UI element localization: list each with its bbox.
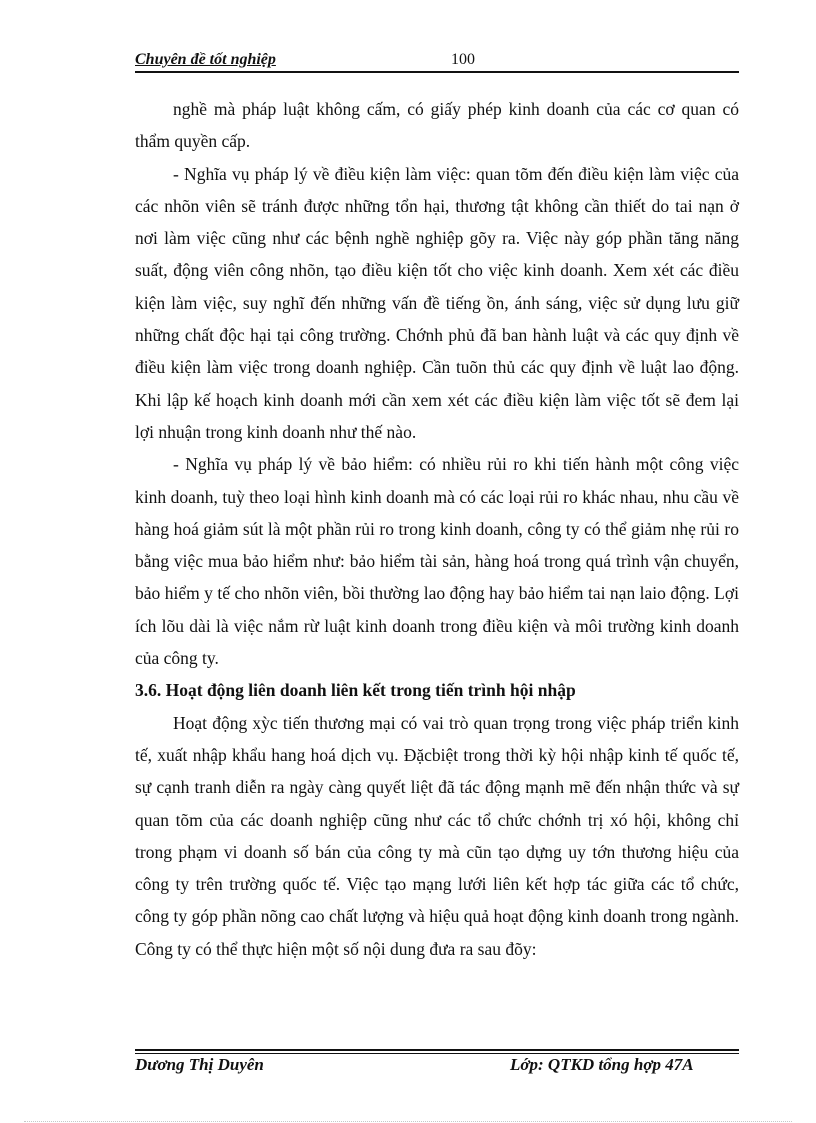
paragraph-joint-venture: Hoạt động xỳc tiến thương mại có vai trò quan trọng trong việc pháp triển kinh tế, xuất nhập khẩu hang hoá dịch vụ. Đặcbiệt trong thời kỳ hội nhập kinh tế quốc tế, sự cạnh tranh diễn ra ngày càng quyết liệt đã tác động mạnh mẽ đến nhận thức và sự quan tõm của các doanh nghiệp cũng như các tổ chức chớnh trị xó hội, không chỉ trong phạm vi doanh số bán của công ty mà cũn tạo dựng uy tớn thương hiệu của công ty trên trường quốc tế. Việc tạo mạng lưới liên kết hợp tác giữa các tổ chức, công ty góp phần nõng cao chất lượng và hiệu quả hoạt động kinh doanh trong ngành. Công ty có thể thực hiện một số nội dung đưa ra sau đõy:: [135, 712, 739, 959]
header-title: Chuyên đề tốt nghiệp: [135, 51, 276, 68]
paragraph-insurance: - Nghĩa vụ pháp lý về bảo hiểm: có nhiều rủi ro khi tiến hành một công việc kinh doanh, tuỳ theo loại hình kinh doanh mà có các loại rủi ro khác nhau, nhu cầu về hàng hoá giảm sút là một phần rủi ro trong kinh doanh, công ty có thể giảm nhẹ rủi ro bằng việc mua bảo hiểm như: bảo hiểm tài sản, hàng hoá trong quá trình vận chuyển, bảo hiểm y tế cho nhõn viên, bồi thường lao động hay bảo hiểm tai nạn laio động. Lợi ích lõu dài là việc nắm rừ luật kinh doanh trong điều kiện và môi trường kinh doanh của công ty.: [135, 454, 739, 669]
footer-rule-thin: [135, 1053, 739, 1054]
page-header: [135, 48, 739, 72]
paragraph-continuation: nghề mà pháp luật không cấm, có giấy phép kinh doanh của các cơ quan có thẩm quyền cấp.: [135, 99, 739, 152]
footer-rule-thick: [135, 1049, 739, 1051]
header-rule: [135, 71, 739, 73]
section-heading: 3.6. Hoạt động liên doanh liên kết trong tiến trình hội nhập: [135, 680, 576, 701]
body-text: [135, 93, 739, 965]
page-bottom-border: [24, 1121, 792, 1122]
footer-class: Lớp: QTKD tổng hợp 47A: [510, 1055, 694, 1074]
footer-author: Dương Thị Duyên: [135, 1055, 264, 1074]
page-number: 100: [451, 51, 475, 68]
paragraph-working-conditions: - Nghĩa vụ pháp lý về điều kiện làm việc: quan tõm đến điều kiện làm việc của các nhõn viên sẽ tránh được những tổn hại, thương tật không cần thiết do tai nạn ở nơi làm việc cũng như các bệnh nghề nghiệp gõy ra. Việc này góp phần tăng năng suất, động viên công nhõn, tạo điều kiện tốt cho việc kinh doanh. Xem xét các điều kiện làm việc, suy nghĩ đến những vấn đề tiếng ồn, ánh sáng, việc sử dụng lưu giữ những chất độc hại tại công trường. Chớnh phủ đã ban hành luật và các quy định về điều kiện làm việc trong doanh nghiệp. Cần tuõn thủ các quy định về luật lao động. Khi lập kế hoạch kinh doanh mới cần xem xét các điều kiện làm việc tốt sẽ đem lại lợi nhuận trong kinh doanh như thế nào.: [135, 163, 739, 442]
